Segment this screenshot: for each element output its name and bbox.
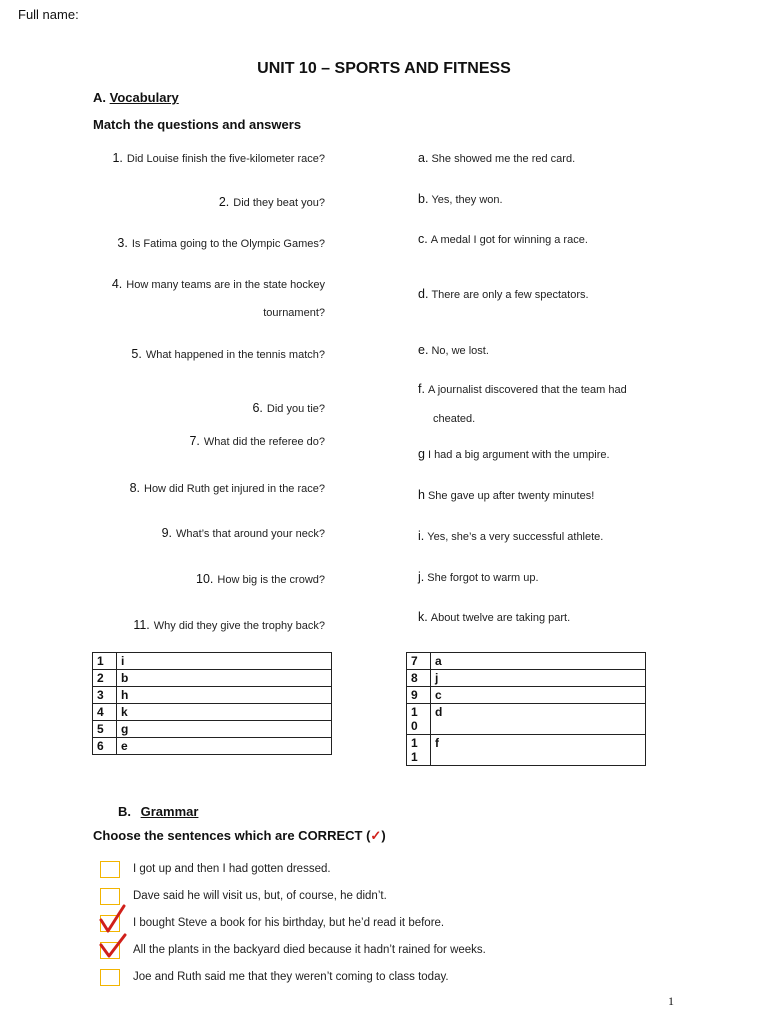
table-cell-answer[interactable]: h (117, 687, 332, 704)
page-number: 1 (668, 994, 674, 1008)
section-a-letter: A. (93, 90, 106, 105)
table-row (93, 738, 332, 755)
table-cell-number: 9 (407, 687, 431, 704)
table-row (93, 721, 332, 738)
table-cell-answer[interactable]: d (431, 704, 646, 735)
checkbox[interactable] (100, 861, 120, 878)
page-title: UNIT 10 – SPORTS AND FITNESS (257, 60, 511, 77)
answer-i: i. Yes, she’s a very successful athlete. (418, 529, 604, 543)
table-cell-answer[interactable]: f (431, 735, 646, 766)
table-cell-number: 4 (93, 704, 117, 721)
checkbox[interactable] (100, 888, 120, 905)
table-cell-number: 2 (93, 670, 117, 687)
answer-table-left (92, 652, 332, 755)
section-b-heading (118, 804, 198, 819)
question-2: 2. Did they beat you? (218, 195, 325, 209)
table-cell-answer[interactable]: k (117, 704, 332, 721)
question-1: 1. Did Louise finish the five-kilometer race? (112, 151, 325, 165)
full-name-label: Full name: (18, 7, 79, 22)
table-cell-answer[interactable]: b (117, 670, 332, 687)
question-10: 10. How big is the crowd? (196, 572, 325, 586)
table-cell-number: 5 (93, 721, 117, 738)
table-cell-answer[interactable]: j (431, 670, 646, 687)
answer-e: e. No, we lost. (418, 343, 489, 357)
checkbox[interactable] (100, 915, 120, 932)
table-row (93, 704, 332, 721)
table-cell-number: 6 (93, 738, 117, 755)
question-5: 5. What happened in the tennis match? (131, 347, 325, 361)
grammar-option-1[interactable] (100, 861, 620, 881)
question-8: 8. How did Ruth get injured in the race? (129, 481, 325, 495)
checkbox[interactable] (100, 942, 120, 959)
table-cell-number: 8 (407, 670, 431, 687)
table-cell-number: 3 (93, 687, 117, 704)
checkbox[interactable] (100, 969, 120, 986)
answer-b: b. Yes, they won. (418, 192, 503, 206)
option-label: Joe and Ruth said me that they weren’t coming to class today. (133, 971, 449, 983)
table-cell-answer[interactable]: a (431, 653, 646, 670)
option-label: All the plants in the backyard died because it hadn’t rained for weeks. (133, 944, 486, 956)
question-11: 11. Why did they give the trophy back? (133, 618, 325, 632)
question-4-continuation: tournament? (263, 307, 325, 319)
option-label: I bought Steve a book for his birthday, but he’d read it before. (133, 917, 445, 929)
section-a-heading (93, 90, 179, 105)
answer-k: k. About twelve are taking part. (418, 610, 571, 624)
option-label: I got up and then I had gotten dressed. (133, 863, 331, 875)
table-cell-answer[interactable]: i (117, 653, 332, 670)
answer-f-continuation: cheated. (433, 413, 476, 425)
section-a-instruction: Match the questions and answers (93, 117, 302, 132)
table-row (407, 670, 646, 687)
question-7: 7. What did the referee do? (189, 434, 325, 448)
table-cell-number: 1 (93, 653, 117, 670)
table-cell-number: 1 1 (407, 735, 431, 766)
question-3: 3. Is Fatima going to the Olympic Games? (117, 236, 325, 250)
table-row (407, 735, 646, 766)
answer-d: d. There are only a few spectators. (418, 287, 589, 301)
table-cell-answer[interactable]: c (431, 687, 646, 704)
table-row (93, 670, 332, 687)
red-check-icon (99, 904, 127, 934)
grammar-option-3[interactable] (100, 915, 620, 935)
table-row (93, 653, 332, 670)
answer-f: f. A journalist discovered that the team had (418, 382, 627, 396)
table-row (93, 687, 332, 704)
question-6: 6. Did you tie? (252, 401, 325, 415)
red-check-icon (99, 931, 127, 961)
answer-table-right (406, 652, 646, 766)
grammar-option-5[interactable] (100, 969, 620, 989)
answer-a: a. She showed me the red card. (418, 151, 576, 165)
grammar-option-2[interactable] (100, 888, 620, 908)
table-row (407, 704, 646, 735)
answer-h: h She gave up after twenty minutes! (418, 488, 595, 502)
answer-j: j. She forgot to warm up. (418, 570, 539, 584)
table-cell-answer[interactable]: g (117, 721, 332, 738)
answer-g: g I had a big argument with the umpire. (418, 447, 610, 461)
answer-c: c. A medal I got for winning a race. (418, 232, 588, 246)
table-cell-answer[interactable]: e (117, 738, 332, 755)
section-b-title: Grammar (140, 804, 199, 819)
table-cell-number: 1 0 (407, 704, 431, 735)
table-cell-number: 7 (407, 653, 431, 670)
section-b-instruction: Choose the sentences which are CORRECT (✓) (93, 828, 386, 843)
grammar-option-4[interactable] (100, 942, 620, 962)
section-a-title: Vocabulary (109, 90, 179, 105)
question-9: 9. What’s that around your neck? (161, 526, 325, 540)
tick-icon: ✓ (370, 828, 382, 843)
option-label: Dave said he will visit us, but, of course, he didn’t. (133, 890, 387, 902)
table-row (407, 687, 646, 704)
table-row (407, 653, 646, 670)
question-4: 4. How many teams are in the state hockey (111, 277, 325, 291)
section-b-letter: B. (118, 804, 131, 819)
